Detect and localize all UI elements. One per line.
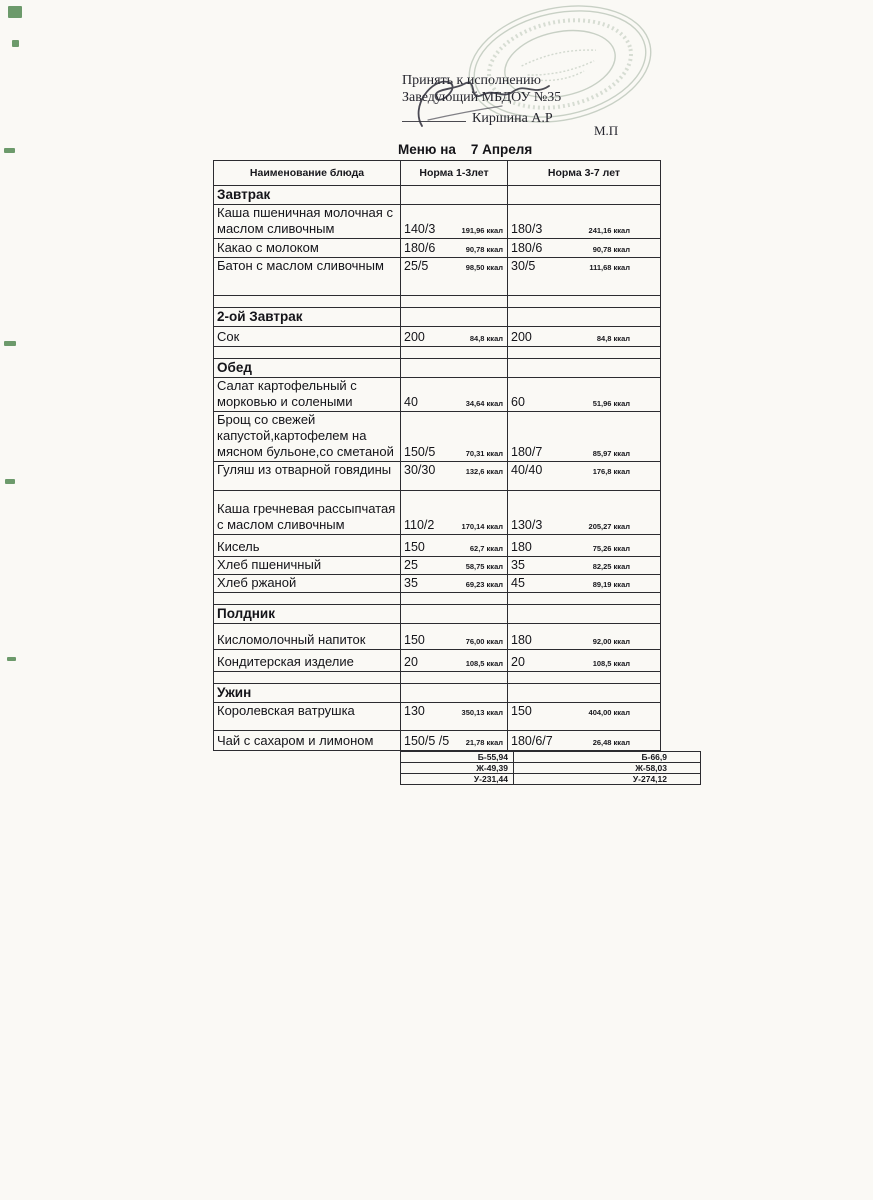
kcal-value: 85,97 ккал <box>592 449 630 458</box>
kcal-value: 21,78 ккал <box>465 738 503 747</box>
portion-value: 180/6 <box>404 241 436 255</box>
dish-name: Сок <box>214 327 401 347</box>
dish-row <box>214 412 661 462</box>
kcal-value: 76,00 ккал <box>465 637 503 646</box>
menu-table <box>213 160 661 751</box>
kcal-value: 350,13 ккал <box>461 708 503 717</box>
dish-name: Кисель <box>214 535 401 557</box>
portion-value: 130/3 <box>511 518 543 532</box>
empty-cell <box>214 672 401 684</box>
dish-name: Чай с сахаром и лимоном <box>214 731 401 751</box>
scan-artifact <box>4 341 16 346</box>
kcal-value: 69,23 ккал <box>465 580 503 589</box>
section-title: Обед <box>214 359 401 378</box>
kcal-value: 34,64 ккал <box>465 399 503 408</box>
empty-cell <box>401 347 508 359</box>
spacer-row <box>214 672 661 684</box>
empty-norm-cell <box>508 186 661 205</box>
empty-cell <box>508 672 661 684</box>
section-row <box>214 684 661 703</box>
spacer-row <box>214 593 661 605</box>
total-3-7: Ж-58,03 <box>514 763 701 774</box>
portion-value: 30/30 <box>404 463 436 477</box>
kcal-value: 170,14 ккал <box>461 522 503 531</box>
kcal-value: 176,8 ккал <box>592 467 630 476</box>
kcal-value: 58,75 ккал <box>465 562 503 571</box>
norm-1-3-cell <box>401 557 508 575</box>
empty-cell <box>401 296 508 308</box>
kcal-value: 84,8 ккал <box>469 334 503 343</box>
total-1-3: Б-55,94 <box>401 752 514 763</box>
empty-norm-cell <box>508 605 661 624</box>
kcal-value: 205,27 ккал <box>588 522 630 531</box>
dish-name: Брощ со свежей капустой,картофелем на мясном бульоне,со сметаной <box>214 412 401 462</box>
dish-name: Салат картофельный с морковью и солеными <box>214 378 401 412</box>
dish-row <box>214 378 661 412</box>
section-row <box>214 605 661 624</box>
dish-row <box>214 703 661 731</box>
dish-name: Королевская ватрушка <box>214 703 401 731</box>
kcal-value: 108,5 ккал <box>465 659 503 668</box>
dish-name: Каша гречневая рассыпчатая с маслом сливочным <box>214 491 401 535</box>
dish-row <box>214 205 661 239</box>
portion-value: 180 <box>511 633 532 647</box>
empty-cell <box>214 296 401 308</box>
scan-artifact <box>7 657 16 661</box>
portion-value: 20 <box>404 655 418 669</box>
section-title: Полдник <box>214 605 401 624</box>
portion-value: 40 <box>404 395 418 409</box>
norm-3-7-cell <box>508 491 661 535</box>
approval-line-2: Заведующий МБДОУ №35 <box>402 90 562 105</box>
kcal-value: 132,6 ккал <box>465 467 503 476</box>
empty-cell <box>214 347 401 359</box>
norm-1-3-cell <box>401 205 508 239</box>
header-row <box>214 161 661 186</box>
norm-3-7-cell <box>508 575 661 593</box>
portion-value: 180 <box>511 540 532 554</box>
norm-1-3-cell <box>401 491 508 535</box>
dish-row <box>214 258 661 296</box>
empty-norm-cell <box>401 605 508 624</box>
kcal-value: 111,68 ккал <box>589 263 630 272</box>
portion-value: 110/2 <box>404 518 435 532</box>
norm-3-7-cell <box>508 535 661 557</box>
header-norm-3-7: Норма 3-7 лет <box>508 161 661 186</box>
scan-artifact <box>12 40 19 47</box>
section-row <box>214 186 661 205</box>
kcal-value: 404,00 ккал <box>588 708 630 717</box>
portion-value: 150/5 /5 <box>404 734 450 748</box>
kcal-value: 90,78 ккал <box>465 245 503 254</box>
portion-value: 60 <box>511 395 525 409</box>
kcal-value: 90,78 ккал <box>592 245 630 254</box>
kcal-value: 92,00 ккал <box>592 637 630 646</box>
empty-cell <box>214 593 401 605</box>
empty-norm-cell <box>508 308 661 327</box>
norm-1-3-cell <box>401 575 508 593</box>
norm-1-3-cell <box>401 731 508 751</box>
kcal-value: 98,50 ккал <box>465 263 503 272</box>
norm-1-3-cell <box>401 535 508 557</box>
norm-1-3-cell <box>401 462 508 491</box>
menu-table-body <box>214 186 661 751</box>
dish-name: Хлеб ржаной <box>214 575 401 593</box>
norm-3-7-cell <box>508 205 661 239</box>
norm-1-3-cell <box>401 703 508 731</box>
norm-1-3-cell <box>401 258 508 296</box>
empty-cell <box>508 296 661 308</box>
dish-name: Батон с маслом сливочным <box>214 258 401 296</box>
section-row <box>214 359 661 378</box>
kcal-value: 26,48 ккал <box>592 738 630 747</box>
norm-3-7-cell <box>508 731 661 751</box>
norm-1-3-cell <box>401 412 508 462</box>
portion-value: 25 <box>404 558 418 572</box>
portion-value: 150/5 <box>404 445 436 459</box>
approval-line-1: Принять к исполнению <box>402 73 541 88</box>
dish-name: Хлеб пшеничный <box>214 557 401 575</box>
stamp-place-label: М.П <box>594 123 619 138</box>
dish-name: Кисломолочный напиток <box>214 624 401 650</box>
norm-3-7-cell <box>508 239 661 258</box>
empty-cell <box>401 672 508 684</box>
portion-value: 180/3 <box>511 222 543 236</box>
totals-row <box>401 774 701 785</box>
portion-value: 200 <box>404 330 425 344</box>
norm-3-7-cell <box>508 557 661 575</box>
empty-cell <box>508 347 661 359</box>
portion-value: 200 <box>511 330 532 344</box>
menu-document <box>213 160 667 785</box>
totals-table <box>400 751 701 785</box>
kcal-value: 84,8 ккал <box>596 334 630 343</box>
empty-cell <box>508 593 661 605</box>
norm-3-7-cell <box>508 703 661 731</box>
empty-norm-cell <box>401 684 508 703</box>
section-row <box>214 308 661 327</box>
totals-row <box>401 763 701 774</box>
empty-norm-cell <box>508 684 661 703</box>
norm-1-3-cell <box>401 378 508 412</box>
scan-artifact <box>8 6 22 18</box>
empty-norm-cell <box>508 359 661 378</box>
dish-row <box>214 650 661 672</box>
dish-row <box>214 575 661 593</box>
empty-norm-cell <box>401 359 508 378</box>
portion-value: 40/40 <box>511 463 543 477</box>
portion-value: 45 <box>511 576 525 590</box>
norm-3-7-cell <box>508 412 661 462</box>
empty-norm-cell <box>401 186 508 205</box>
kcal-value: 191,96 ккал <box>461 226 503 235</box>
norm-3-7-cell <box>508 378 661 412</box>
portion-value: 180/6 <box>511 241 543 255</box>
page-title: Меню на 7 Апреля <box>398 142 533 157</box>
dish-row <box>214 731 661 751</box>
portion-value: 35 <box>511 558 525 572</box>
kcal-value: 75,26 ккал <box>592 544 630 553</box>
section-title: Завтрак <box>214 186 401 205</box>
portion-value: 150 <box>404 540 425 554</box>
portion-value: 35 <box>404 576 418 590</box>
approver-name: Киршина А.Р <box>472 111 553 126</box>
dish-row <box>214 535 661 557</box>
section-title: Ужин <box>214 684 401 703</box>
kcal-value: 241,16 ккал <box>588 226 630 235</box>
dish-name: Какао с молоком <box>214 239 401 258</box>
norm-3-7-cell <box>508 258 661 296</box>
norm-3-7-cell <box>508 327 661 347</box>
dish-row <box>214 462 661 491</box>
dish-row <box>214 491 661 535</box>
portion-value: 180/6/7 <box>511 734 553 748</box>
header-dish-name: Наименование блюда <box>214 161 401 186</box>
dish-name: Каша пшеничная молочная с маслом сливочным <box>214 205 401 239</box>
norm-3-7-cell <box>508 624 661 650</box>
spacer-row <box>214 347 661 359</box>
empty-norm-cell <box>401 308 508 327</box>
norm-1-3-cell <box>401 650 508 672</box>
total-3-7: Б-66,9 <box>514 752 701 763</box>
kcal-value: 89,19 ккал <box>592 580 630 589</box>
dish-row <box>214 239 661 258</box>
portion-value: 150 <box>511 704 532 718</box>
scan-artifact <box>5 479 15 484</box>
header-norm-1-3: Норма 1-3лет <box>401 161 508 186</box>
norm-3-7-cell <box>508 650 661 672</box>
kcal-value: 70,31 ккал <box>465 449 503 458</box>
section-title: 2-ой Завтрак <box>214 308 401 327</box>
totals-row <box>401 752 701 763</box>
kcal-value: 108,5 ккал <box>592 659 630 668</box>
scan-artifact <box>4 148 15 153</box>
dish-row <box>214 557 661 575</box>
dish-name: Кондитерская изделие <box>214 650 401 672</box>
spacer-row <box>214 296 661 308</box>
norm-3-7-cell <box>508 462 661 491</box>
totals-body <box>401 752 701 785</box>
total-1-3: Ж-49,39 <box>401 763 514 774</box>
norm-1-3-cell <box>401 239 508 258</box>
empty-cell <box>401 593 508 605</box>
dish-row <box>214 327 661 347</box>
signature-icon <box>406 76 558 134</box>
portion-value: 140/3 <box>404 222 436 236</box>
kcal-value: 62,7 ккал <box>469 544 503 553</box>
portion-value: 150 <box>404 633 425 647</box>
portion-value: 25/5 <box>404 259 429 273</box>
norm-1-3-cell <box>401 327 508 347</box>
dish-row <box>214 624 661 650</box>
total-3-7: У-274,12 <box>514 774 701 785</box>
kcal-value: 82,25 ккал <box>592 562 630 571</box>
norm-1-3-cell <box>401 624 508 650</box>
portion-value: 20 <box>511 655 525 669</box>
kcal-value: 51,96 ккал <box>592 399 630 408</box>
portion-value: 180/7 <box>511 445 543 459</box>
portion-value: 130 <box>404 704 425 718</box>
total-1-3: У-231,44 <box>401 774 514 785</box>
portion-value: 30/5 <box>511 259 536 273</box>
dish-name: Гуляш из отварной говядины <box>214 462 401 491</box>
